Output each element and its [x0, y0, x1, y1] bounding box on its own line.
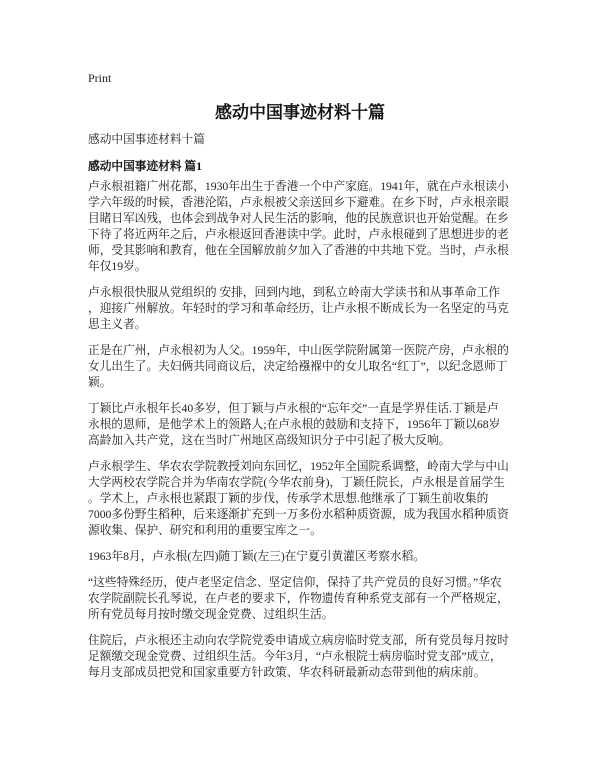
- paragraph-line: 农学院副院长孔琴说，在卢老的要求下，作物遗传育种系党支部有一个严格规定，: [88, 592, 509, 605]
- paragraph-line: 足额缴交现金党费、过组织生活。今年3月，“卢永根院士病房临时党支部”成立，: [88, 650, 502, 663]
- paragraph-line: 丁颖比卢永根年长40多岁，但丁颖与卢永根的“忘年交”一直是学界佳话.丁颖是卢: [88, 402, 499, 415]
- paragraph-line: 卢永根学生、华农农学院教授刘向东回忆，1952年全国院系调整，岭南大学与中山: [88, 460, 509, 473]
- paragraph-line: 住院后，卢永根还主动向农学院党委申请成立病房临时党支部，所有党员每月按时: [88, 634, 509, 647]
- paragraph-line: 思主义者。: [88, 318, 147, 331]
- paragraph-line: 师，受其影响和教育，他在全国解放前夕加入了香港的中共地下党。当时，卢永根: [88, 244, 509, 257]
- paragraph-line: 卢永根很快服从党组织的 安排，回到内地，到私立岭南大学读书和从事革命工作: [88, 286, 500, 299]
- paragraph-line: 1963年8月，卢永根(左四)随丁颖(左三)在宁夏引黄灌区考察水稻。: [88, 550, 425, 563]
- paragraph-line: 目睹日军凶残，也体会到战争对人民生活的影响，他的民族意识也开始觉醒。在乡: [88, 212, 509, 225]
- paragraph-line: 年仅19岁。: [88, 260, 147, 273]
- paragraph-line: 女儿出生了。夫妇俩共同商议后，决定给襁褓中的女儿取名“红丁”，以纪念恩师丁: [88, 360, 508, 373]
- paragraph-1: [88, 179, 524, 275]
- print-link[interactable]: Print: [88, 71, 112, 85]
- paragraph-line: 颖。: [88, 376, 112, 389]
- paragraph-4: [88, 401, 524, 449]
- paragraph-line: 所有党员每月按时缴交现金党费、过组织生活。: [88, 608, 334, 621]
- document-page: [88, 70, 524, 681]
- paragraph-line: 下待了将近两年之后，卢永根返回香港读中学。此时，卢永根碰到了思想进步的老: [88, 228, 509, 241]
- paragraph-3: [88, 343, 524, 391]
- paragraph-line: 永根的恩师，是他学术上的领路人;在卢永根的鼓励和支持下，1956年丁颖以68岁: [88, 418, 501, 431]
- paragraph-line: 学六年级的时候，香港沦陷，卢永根被父亲送回乡下避难。在乡下时，卢永根亲眼: [88, 196, 509, 209]
- document-subtitle: 感动中国事迹材料十篇: [88, 133, 205, 146]
- paragraph-line: 卢永根祖籍广州花都，1930年出生于香港一个中产家庭。1941年，就在卢永根读小: [88, 180, 509, 193]
- paragraph-5: [88, 459, 524, 539]
- paragraph-6-photo-caption: [88, 549, 524, 565]
- paragraph-line: 正是在广州，卢永根初为人父。1959年，中山医学院附属第一医院产房，卢永根的: [88, 344, 509, 357]
- paragraph-line: 。学术上，卢永根也紧跟丁颖的步伐，传承学术思想.他继承了丁颖生前收集的: [88, 492, 489, 505]
- paragraph-line: 源收集、保护、研究和利用的重要宝库之一。: [88, 524, 322, 537]
- paragraph-line: 高龄加入共产党，这在当时广州地区高级知识分子中引起了极大反响。: [88, 434, 451, 447]
- document-title: 感动中国事迹材料十篇: [215, 103, 385, 122]
- paragraph-line: 7000多份野生稻种，后来逐渐扩充到一万多份水稻种质资源，成为我国水稻种质资: [88, 508, 509, 521]
- paragraph-line: “这些特殊经历，使卢老坚定信念、坚定信仰，保持了共产党员的良好习惯。”华农: [88, 576, 502, 589]
- paragraph-2: [88, 285, 524, 333]
- paragraph-line: ，迎接广州解放。年轻时的学习和革命经历，让卢永根不断成长为一名坚定的马克: [88, 302, 509, 315]
- paragraph-8: [88, 633, 524, 681]
- section-heading: 感动中国事迹材料 篇1: [88, 160, 202, 173]
- paragraph-line: 大学两校农学院合并为华南农学院(今华农前身)，丁颖任院长，卢永根是首届学生: [88, 476, 505, 489]
- paragraph-7: [88, 575, 524, 623]
- paragraph-line: 每月支部成员把党和国家重要方针政策、华农科研最新动态带到他的病床前。: [88, 666, 486, 679]
